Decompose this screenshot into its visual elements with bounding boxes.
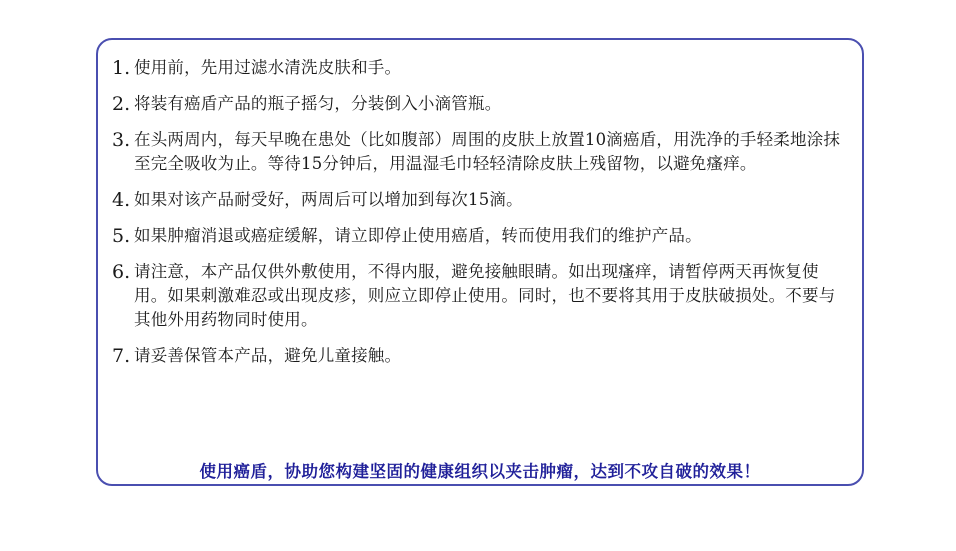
instruction-item-1 bbox=[112, 56, 852, 80]
footer-slogan: 使用癌盾，协助您构建坚固的健康组织以夹击肿瘤，达到不攻自破的效果！ bbox=[199, 462, 761, 481]
instruction-item-7 bbox=[112, 344, 852, 368]
instruction-number: 2. bbox=[112, 93, 131, 115]
instruction-text: 如果对该产品耐受好，两周后可以增加到每次15滴。 bbox=[134, 190, 523, 209]
instruction-text: 将装有癌盾产品的瓶子摇匀，分装倒入小滴管瓶。 bbox=[134, 94, 502, 113]
instruction-text: 请妥善保管本产品，避免儿童接触。 bbox=[134, 346, 402, 365]
instruction-item-4 bbox=[112, 188, 852, 212]
instruction-number: 4. bbox=[112, 189, 131, 211]
instruction-number: 3. bbox=[112, 129, 131, 151]
instruction-text: 如果肿瘤消退或癌症缓解，请立即停止使用癌盾，转而使用我们的维护产品。 bbox=[134, 226, 702, 245]
instruction-item-6 bbox=[112, 260, 852, 332]
instruction-number: 1. bbox=[112, 57, 131, 79]
instruction-item-2 bbox=[112, 92, 852, 116]
instruction-text: 在头两周内，每天早晚在患处（比如腹部）周围的皮肤上放置10滴癌盾，用洗净的手轻柔地涂抹至完全吸收为止。等待15分钟后，用温湿毛巾轻轻清除皮肤上残留物，以避免瘙痒。 bbox=[134, 130, 841, 173]
instruction-text: 使用前，先用过滤水清洗皮肤和手。 bbox=[134, 58, 402, 77]
instructions-card bbox=[96, 38, 864, 486]
instruction-text: 请注意，本产品仅供外敷使用，不得内服，避免接触眼睛。如出现瘙痒，请暂停两天再恢复使用。如果刺激难忍或出现皮疹，则应立即停止使用。同时，也不要将其用于皮肤破损处。不要与其他外用药物同时使用。 bbox=[134, 262, 836, 329]
instruction-number: 5. bbox=[112, 225, 131, 247]
instructions-list bbox=[112, 56, 852, 380]
instruction-number: 7. bbox=[112, 345, 131, 367]
instruction-item-3 bbox=[112, 128, 852, 176]
instruction-number: 6. bbox=[112, 261, 131, 283]
instruction-item-5 bbox=[112, 224, 852, 248]
